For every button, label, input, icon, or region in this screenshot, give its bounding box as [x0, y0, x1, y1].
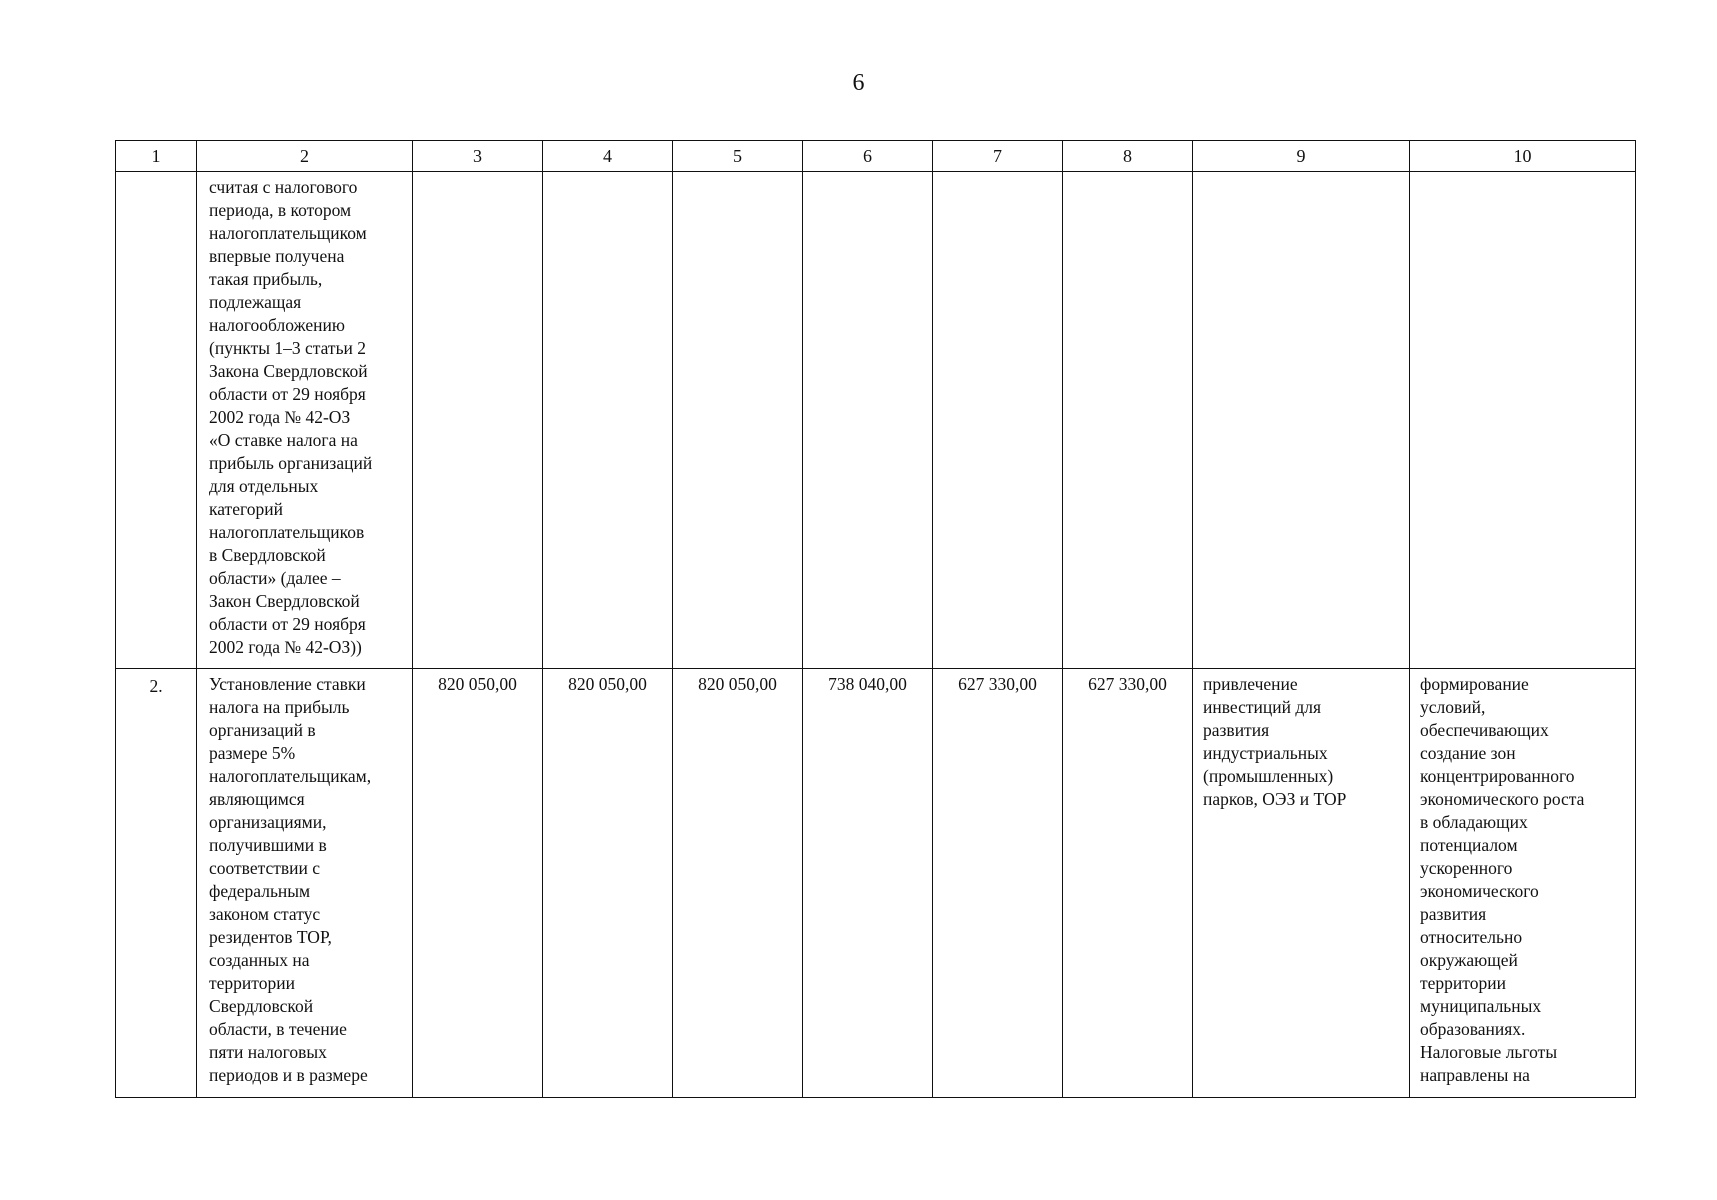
value-cell: 627 330,00: [933, 669, 1063, 1098]
effect-line: развития: [1420, 904, 1487, 924]
tax-benefits-table: [115, 140, 1636, 1098]
value-cell: 820 050,00: [413, 669, 543, 1098]
description-line: резидентов ТОР,: [209, 927, 332, 947]
effect-line: формирование: [1420, 674, 1529, 694]
effect-line: направлены на: [1420, 1065, 1530, 1085]
description-line: размере 5%: [209, 743, 296, 763]
effect-line: экономического: [1420, 881, 1539, 901]
description-line: налогоплательщиков: [209, 522, 365, 542]
description-line: являющимся: [209, 789, 305, 809]
column-header-4: 4: [543, 141, 673, 172]
description-line: (пункты 1–3 статьи 2: [209, 338, 367, 358]
row-number-cell: [116, 172, 197, 669]
description-line: области от 29 ноября: [209, 384, 366, 404]
value-cell: [413, 172, 543, 669]
column-header-5: 5: [673, 141, 803, 172]
effect-line: ускоренного: [1420, 858, 1513, 878]
description-line: области от 29 ноября: [209, 614, 366, 634]
effect-line: обеспечивающих: [1420, 720, 1549, 740]
value-cell: 627 330,00: [1063, 669, 1193, 1098]
description-line: территории: [209, 973, 295, 993]
effect-cell: [1410, 669, 1636, 1098]
effect-line: относительно: [1420, 927, 1523, 947]
value-cell: [803, 172, 933, 669]
description-line: считая с налогового: [209, 177, 358, 197]
description-line: организациями,: [209, 812, 327, 832]
goal-cell: [1193, 669, 1410, 1098]
page-number: 6: [852, 70, 865, 96]
description-line: прибыль организаций: [209, 453, 373, 473]
column-header-1: 1: [116, 141, 197, 172]
description-line: 2002 года № 42-ОЗ)): [209, 637, 362, 657]
effect-line: концентрированного: [1420, 766, 1575, 786]
description-line: периода, в котором: [209, 200, 352, 220]
description-line: федеральным: [209, 881, 311, 901]
description-line: области, в течение: [209, 1019, 347, 1039]
goal-line: индустриальных: [1203, 743, 1328, 763]
description-line: в Свердловской: [209, 545, 326, 565]
table-row: [116, 172, 1636, 669]
effect-line: окружающей: [1420, 950, 1518, 970]
value-cell: 820 050,00: [543, 669, 673, 1098]
effect-line: экономического роста: [1420, 789, 1585, 809]
description-line: Свердловской: [209, 996, 314, 1016]
description-line: налогоплательщикам,: [209, 766, 372, 786]
value-cell: 820 050,00: [673, 669, 803, 1098]
effect-line: создание зон: [1420, 743, 1516, 763]
description-line: пяти налоговых: [209, 1042, 327, 1062]
goal-line: (промышленных): [1203, 766, 1334, 786]
benefit-description-cell: [197, 669, 413, 1098]
description-line: Закон Свердловской: [209, 591, 360, 611]
description-line: получившими в: [209, 835, 327, 855]
goal-cell: [1193, 172, 1410, 669]
column-header-2: 2: [197, 141, 413, 172]
description-line: впервые получена: [209, 246, 345, 266]
benefit-description-cell: [197, 172, 413, 669]
effect-cell: [1410, 172, 1636, 669]
description-line: периодов и в размере: [209, 1065, 368, 1085]
value-cell: [933, 172, 1063, 669]
column-header-6: 6: [803, 141, 933, 172]
effect-line: условий,: [1420, 697, 1486, 717]
description-line: налогообложению: [209, 315, 345, 335]
value-cell: [673, 172, 803, 669]
description-line: законом статус: [209, 904, 321, 924]
effect-line: потенциалом: [1420, 835, 1518, 855]
description-line: созданных на: [209, 950, 310, 970]
description-line: такая прибыль,: [209, 269, 323, 289]
effect-line: в обладающих: [1420, 812, 1528, 832]
effect-line: территории: [1420, 973, 1506, 993]
description-line: области» (далее –: [209, 568, 341, 588]
description-line: подлежащая: [209, 292, 302, 312]
goal-line: развития: [1203, 720, 1270, 740]
value-cell: [1063, 172, 1193, 669]
column-header-9: 9: [1193, 141, 1410, 172]
effect-line: Налоговые льготы: [1420, 1042, 1558, 1062]
description-line: Установление ставки: [209, 674, 366, 694]
column-number-row: [116, 141, 1636, 172]
value-cell: 738 040,00: [803, 669, 933, 1098]
goal-line: привлечение: [1203, 674, 1298, 694]
effect-line: образованиях.: [1420, 1019, 1526, 1039]
description-line: налогоплательщиком: [209, 223, 367, 243]
value-cell: [543, 172, 673, 669]
description-line: для отдельных: [209, 476, 319, 496]
effect-line: муниципальных: [1420, 996, 1542, 1016]
column-header-10: 10: [1410, 141, 1636, 172]
column-header-8: 8: [1063, 141, 1193, 172]
row-number-cell: 2.: [116, 669, 197, 1098]
description-line: организаций в: [209, 720, 316, 740]
description-line: налога на прибыль: [209, 697, 350, 717]
column-header-7: 7: [933, 141, 1063, 172]
description-line: Закона Свердловской: [209, 361, 368, 381]
description-line: «О ставке налога на: [209, 430, 358, 450]
description-line: категорий: [209, 499, 283, 519]
column-header-3: 3: [413, 141, 543, 172]
goal-line: парков, ОЭЗ и ТОР: [1203, 789, 1347, 809]
table-row: [116, 669, 1636, 1098]
goal-line: инвестиций для: [1203, 697, 1322, 717]
description-line: 2002 года № 42-ОЗ: [209, 407, 351, 427]
description-line: соответствии с: [209, 858, 321, 878]
